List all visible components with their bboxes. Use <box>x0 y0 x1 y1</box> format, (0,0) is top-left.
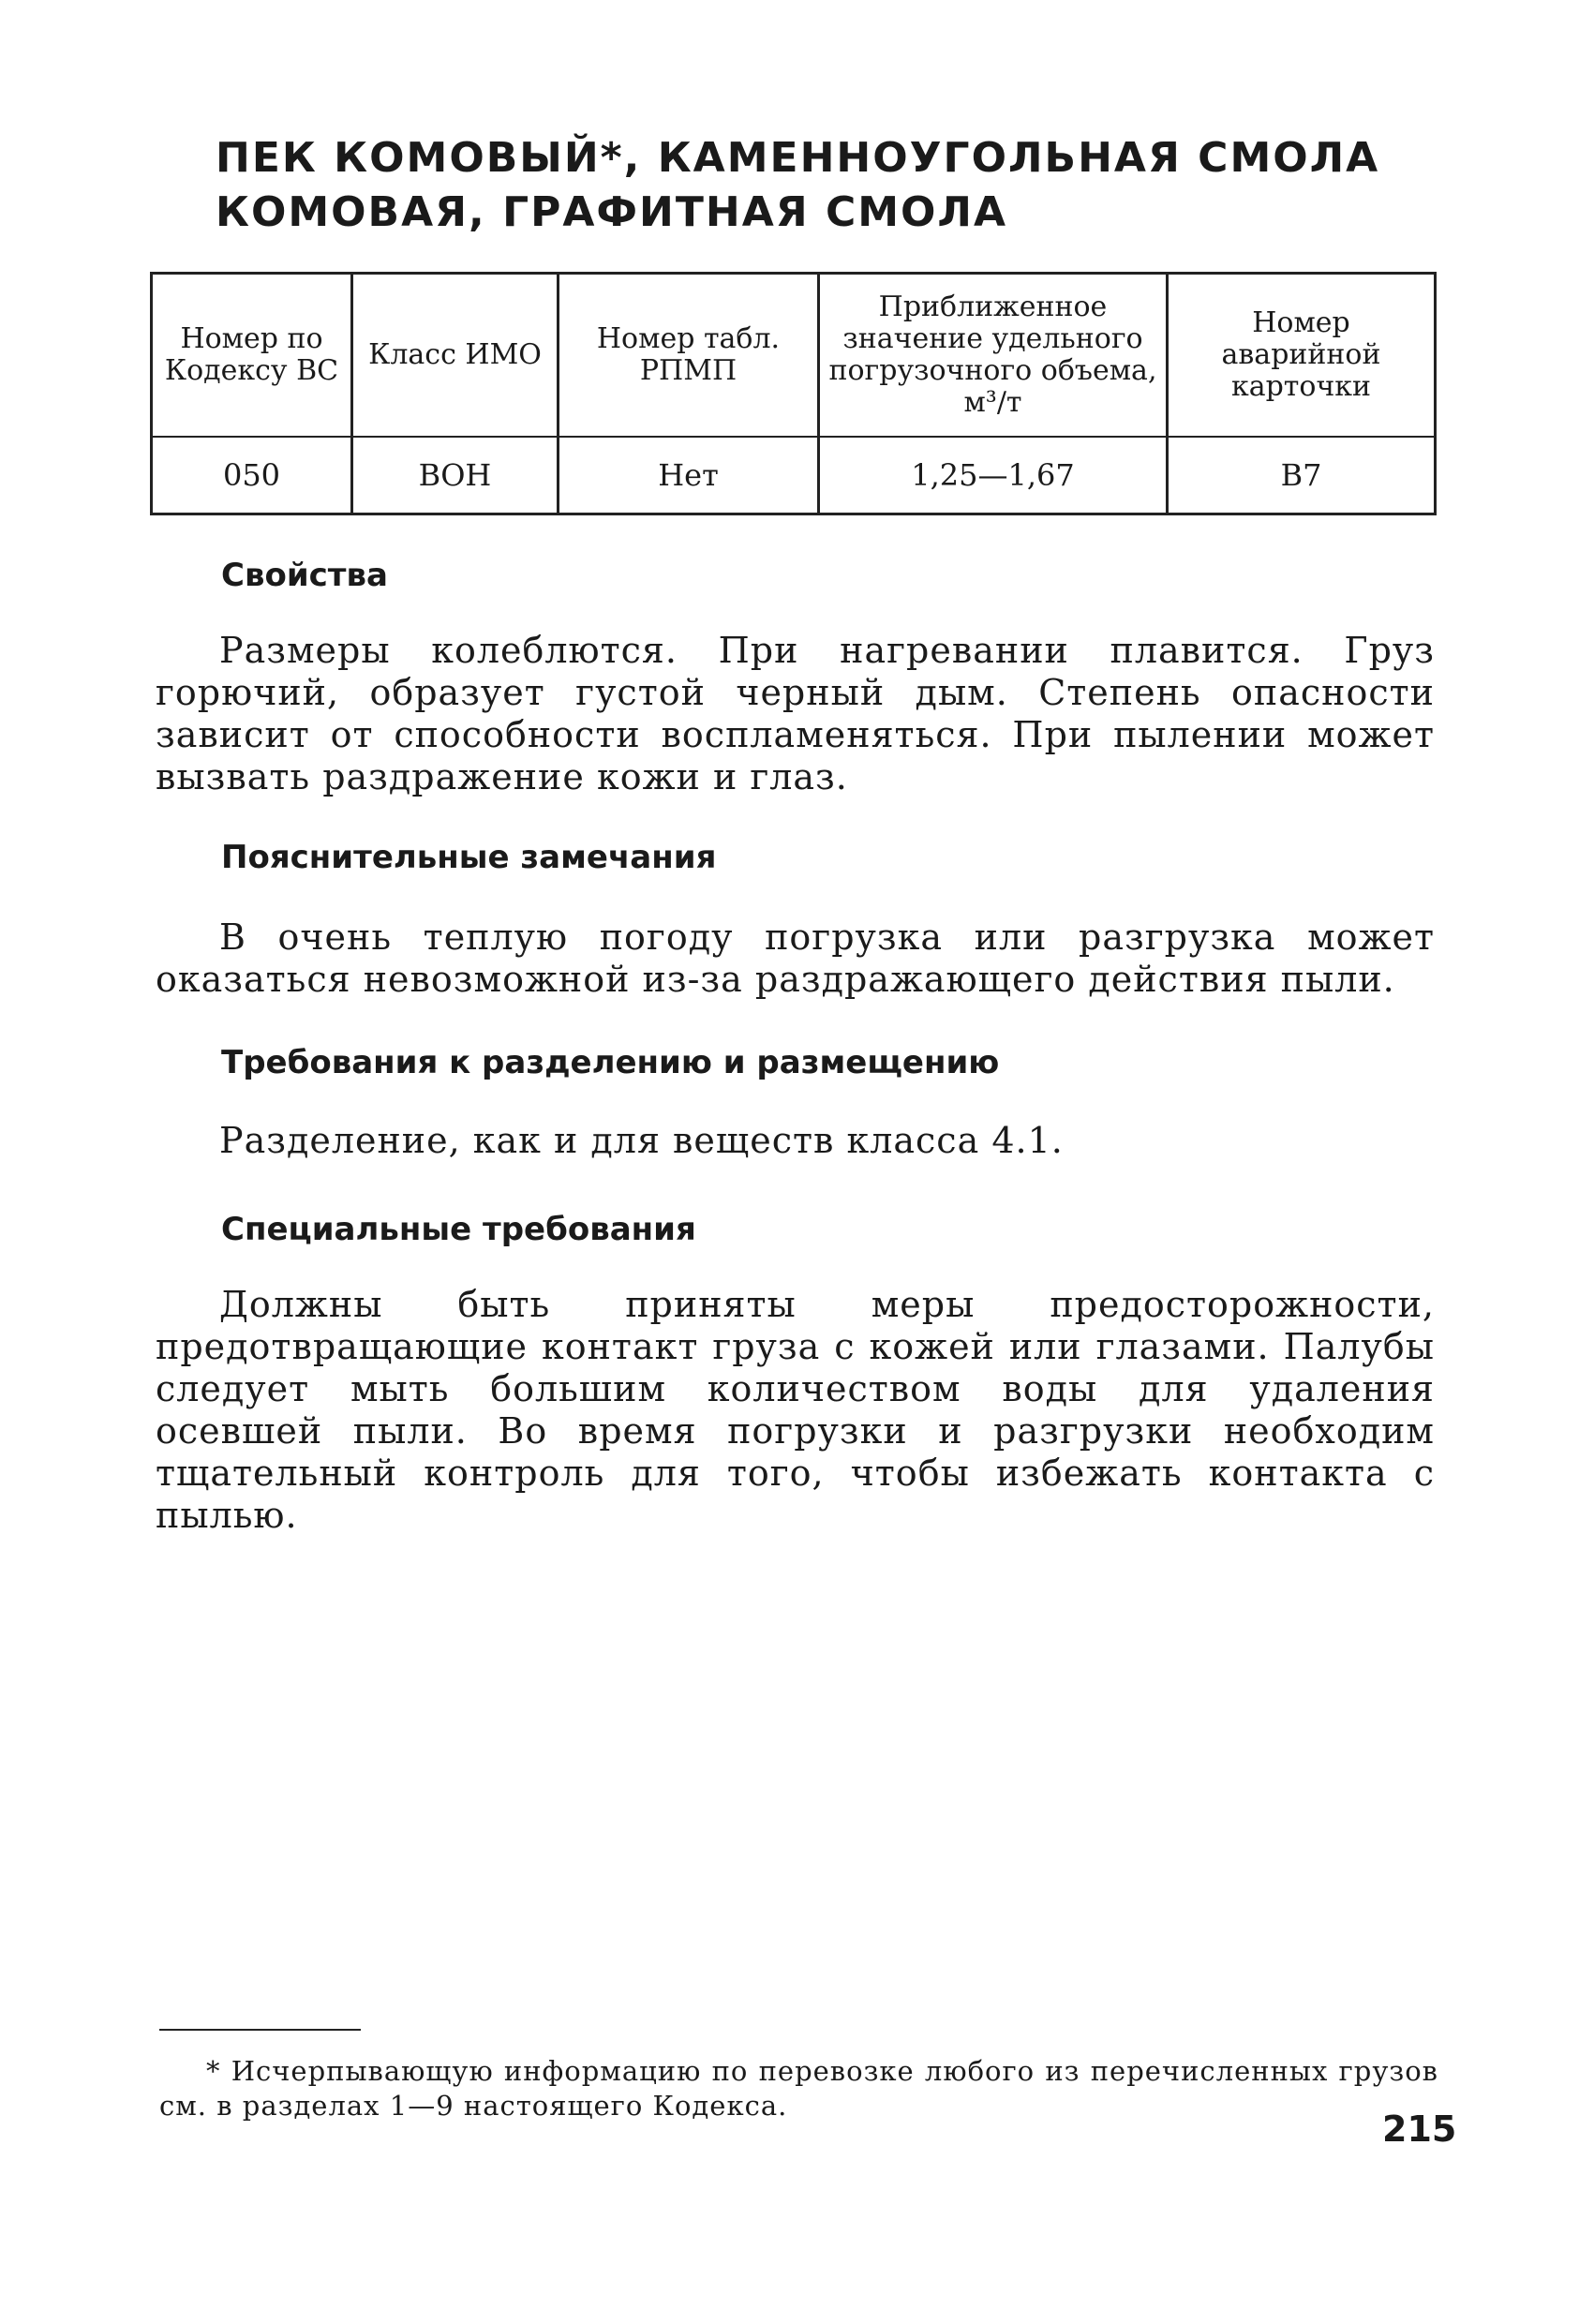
cell-emergency-card: В7 <box>1168 437 1436 514</box>
page-number: 215 <box>1382 2108 1457 2150</box>
section-text-special-requirements: Должны быть приняты меры предосторожности, предотвращающие контакт груза с кожей или глазами. Палубы следует мыть большим количеством воды для удаления осевшей пыли. Во время погрузки и разгрузки необходим тщательный контроль для того, чтобы избежать контакта с пылью. <box>156 1284 1435 1536</box>
section-text-properties: Размеры колеблются. При нагревании плавится. Груз горючий, образует густой черный дым. Степень опасности зависит от способности воспламеняться. При пылении может вызвать раздражение кожи и глаз. <box>156 630 1435 797</box>
page-title: ПЕК КОМОВЫЙ*, КАМЕННОУГОЛЬНАЯ СМОЛА КОМОВАЯ, ГРАФИТНАЯ СМОЛА <box>216 134 1380 236</box>
section-heading-properties: Свойства <box>221 557 388 594</box>
header-imo-class: Класс ИМО <box>352 274 559 438</box>
table-header-row <box>152 274 1436 438</box>
header-emergency-card: Номер аварийной карточки <box>1168 274 1436 438</box>
section-heading-notes: Пояснительные замечания <box>221 839 717 876</box>
section-heading-segregation: Требования к разделению и размещению <box>221 1044 1000 1081</box>
footnote-divider <box>159 2029 361 2031</box>
cell-imo-class: ВОН <box>352 437 559 514</box>
cell-table-number: Нет <box>559 437 819 514</box>
footnote: * Исчерпывающую информацию по перевозке любого из перечисленных грузов см. в разделах 1—9 настоящего Кодекса. <box>159 2055 1438 2122</box>
header-stowage-factor: Приближенное значение удельного погрузочного объема, м³/т <box>819 274 1168 438</box>
cargo-data-table <box>150 272 1437 515</box>
cell-stowage-factor: 1,25—1,67 <box>819 437 1168 514</box>
table-row <box>152 437 1436 514</box>
header-bc-code-number: Номер по Кодексу ВС <box>152 274 352 438</box>
section-text-segregation: Разделение, как и для веществ класса 4.1. <box>219 1120 1064 1161</box>
header-table-number: Номер табл. РПМП <box>559 274 819 438</box>
section-text-notes: В очень теплую погоду погрузка или разгрузка может оказаться невозможной из-за раздражающего действия пыли. <box>156 916 1435 1000</box>
cell-bc-code-number: 050 <box>152 437 352 514</box>
section-heading-special-requirements: Специальные требования <box>221 1211 696 1248</box>
